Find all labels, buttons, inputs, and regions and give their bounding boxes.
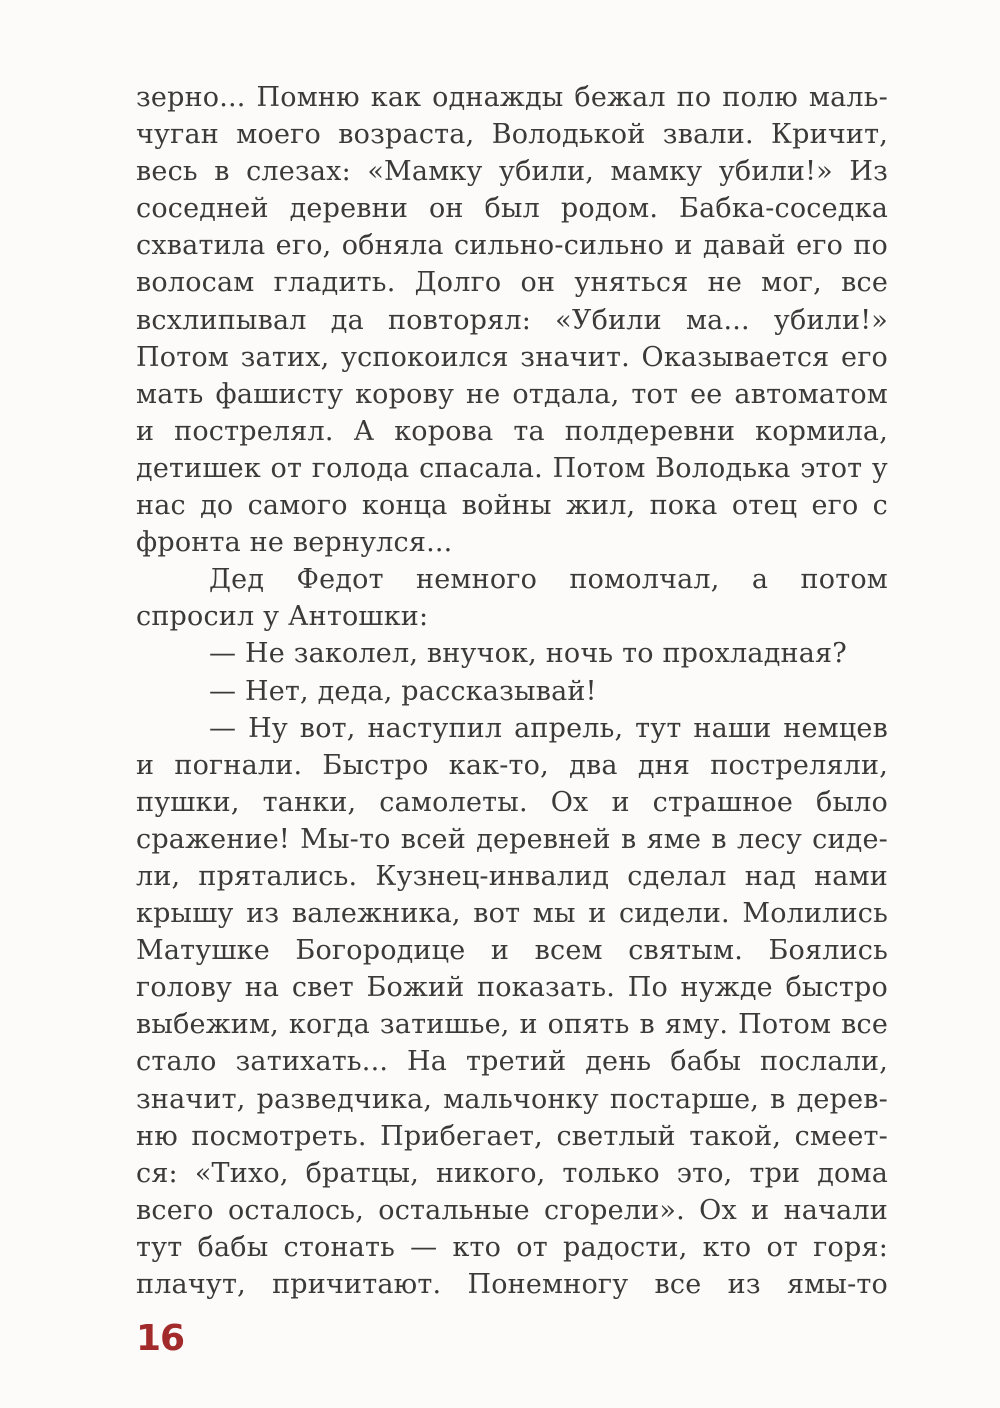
body-text xyxy=(136,79,888,1303)
text-line: чуган моего возраста, Володькой звали. Кричит, xyxy=(136,119,888,151)
text-line: — Нет, деда, рассказывай! xyxy=(209,675,597,707)
text-line: пушки, танки, самолеты. Ох и страшное было xyxy=(136,786,888,818)
text-line: — Ну вот, наступил апрель, тут наши немцев xyxy=(209,712,888,744)
text-line: спросил у Антошки: xyxy=(136,601,429,633)
text-line: ся: «Тихо, братцы, никого, только это, три дома xyxy=(136,1157,888,1189)
text-line: мать фашисту корову не отдала, тот ее автоматом xyxy=(136,378,888,410)
text-line: и пострелял. А корова та полдеревни кормила, xyxy=(136,415,888,447)
text-line: соседней деревни он был родом. Бабка-соседка xyxy=(136,193,888,225)
text-line: нас до самого конца войны жил, пока отец его с xyxy=(136,490,888,522)
text-line: волосам гладить. Долго он уняться не мог, все xyxy=(136,267,888,299)
text-line: фронта не вернулся... xyxy=(136,527,453,559)
text-line: — Не заколел, внучок, ночь то прохладная? xyxy=(209,638,847,670)
text-line: ли, прятались. Кузнец-инвалид сделал над нами xyxy=(136,860,888,892)
text-line: всхлипывал да повторял: «Убили ма... убили!» xyxy=(136,304,888,336)
text-line: тут бабы стонать — кто от радости, кто от горя: xyxy=(136,1231,888,1263)
text-line: ню посмотреть. Прибегает, светлый такой, смеет- xyxy=(136,1120,888,1152)
text-line: стало затихать... На третий день бабы послали, xyxy=(136,1046,888,1078)
text-line: схватила его, обняла сильно-сильно и давай его по xyxy=(136,230,888,262)
text-line: Потом затих, успокоился значит. Оказывается его xyxy=(136,341,888,373)
text-line: и погнали. Быстро как-то, два дня постреляли, xyxy=(136,749,888,781)
text-line: Дед Федот немного помолчал, а потом xyxy=(209,564,888,596)
text-line: значит, разведчика, мальчонку постарше, в дерев- xyxy=(136,1083,888,1115)
text-line: плачут, причитают. Понемногу все из ямы-то xyxy=(136,1269,888,1300)
text-line: сражение! Мы-то всей деревней в яме в лесу сиде- xyxy=(136,823,888,855)
page-number: 16 xyxy=(136,1318,185,1359)
text-line: крышу из валежника, вот мы и сидели. Молились xyxy=(136,898,888,930)
text-line: зерно... Помню как однажды бежал по полю маль- xyxy=(136,82,888,113)
text-line: весь в слезах: «Мамку убили, мамку убили!» Из xyxy=(136,156,888,188)
text-line: выбежим, когда затишье, и опять в яму. Потом все xyxy=(136,1009,888,1041)
text-line: всего осталось, остальные сгорели». Ох и начали xyxy=(136,1194,888,1226)
text-line: голову на свет Божий показать. По нужде быстро xyxy=(136,972,888,1004)
text-line: Матушке Богородице и всем святым. Боялись xyxy=(136,935,888,967)
text-line: детишек от голода спасала. Потом Володька этот у xyxy=(136,452,888,484)
